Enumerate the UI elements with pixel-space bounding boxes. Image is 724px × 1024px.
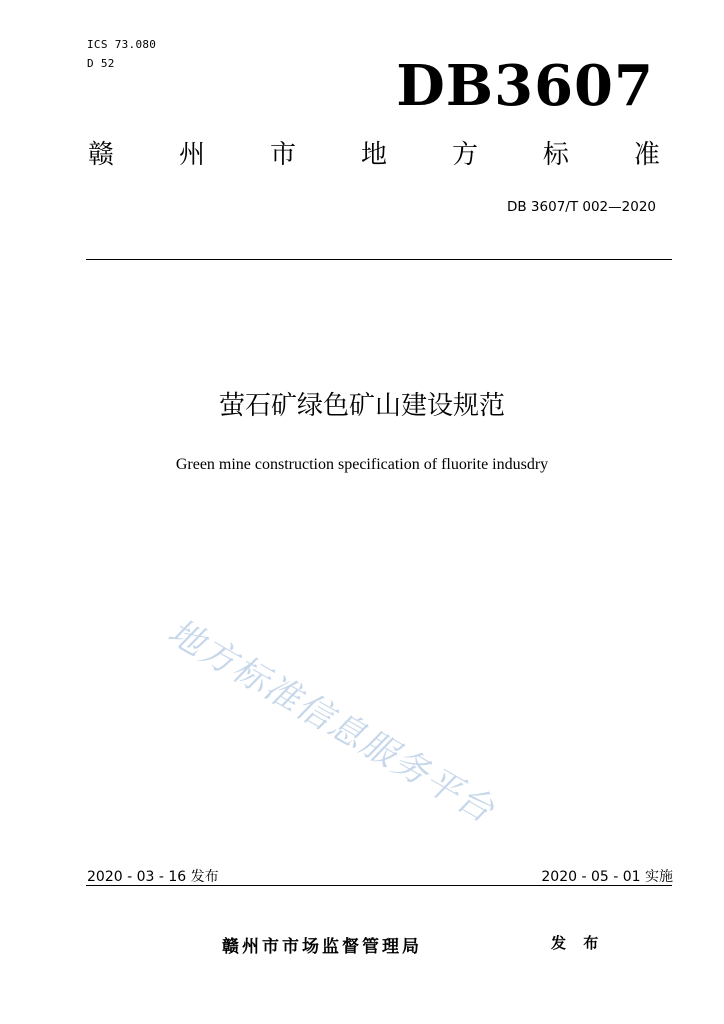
standard-type-char: 方 [451,140,478,170]
standard-number: DB 3607/T 002—2020 [506,199,656,215]
standard-type-char: 标 [542,140,569,170]
header-divider [86,259,672,260]
issue-date: 2020 - 03 - 16 发布 [87,869,219,885]
standard-type-char: 赣 [88,140,115,170]
standard-type-char: 市 [269,140,296,170]
watermark: 地方标准信息服务平台 [161,611,502,832]
implementation-date: 2020 - 05 - 01 实施 [541,869,673,885]
classification-code: D 52 [87,57,115,70]
ics-code: ICS 73.080 [87,38,157,51]
standard-type-char: 准 [633,140,660,170]
standard-type [88,142,660,168]
standard-type-char: 地 [360,140,387,170]
standard-type-char: 州 [178,140,205,170]
footer-divider [86,885,672,886]
document-title-english: Green mine construction specification of fluorite indusdry [175,456,549,473]
publisher: 赣州市市场监督管理局 [222,937,422,957]
db-code: DB3607 [396,53,654,119]
document-title-chinese: 萤石矿绿色矿山建设规范 [218,391,505,421]
publish-label: 发 布 [551,934,605,952]
